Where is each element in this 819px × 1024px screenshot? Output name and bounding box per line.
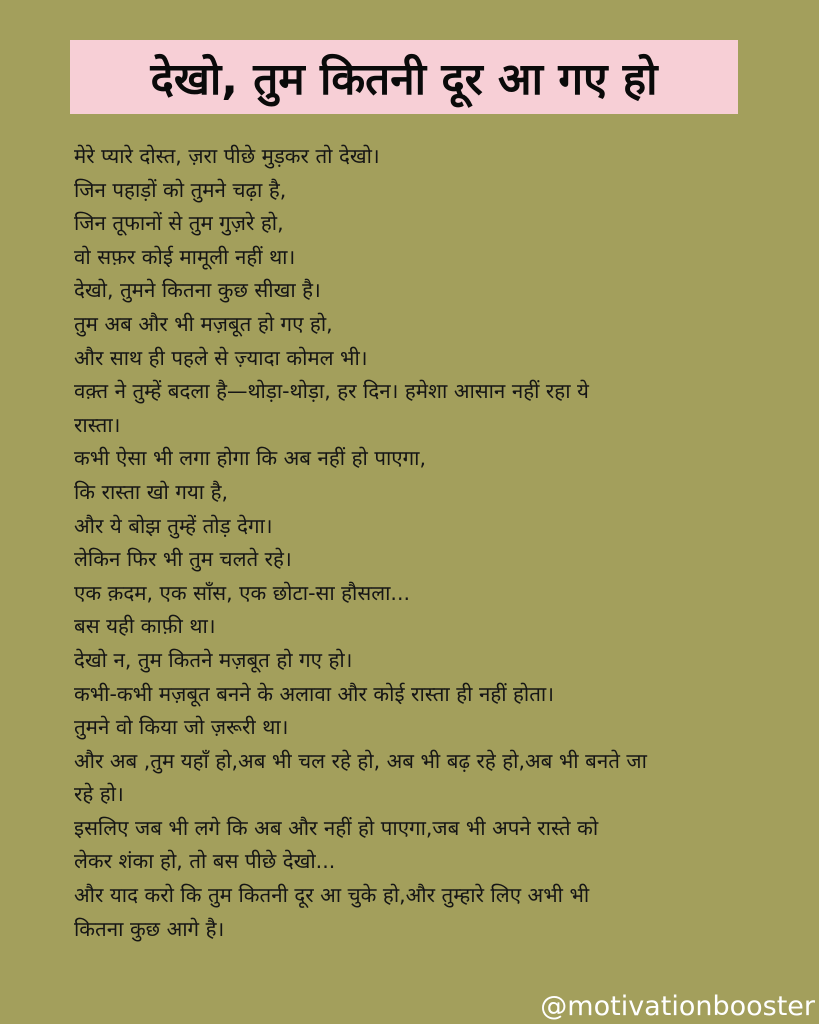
page-title: देखो, तुम कितनी दूर आ गए हो — [150, 54, 658, 105]
poem-line: देखो न, तुम कितने मज़बूत हो गए हो। — [74, 647, 353, 672]
watermark-handle: @motivationbooster — [540, 991, 815, 1022]
poem-line: वो सफ़र कोई मामूली नहीं था। — [74, 244, 296, 269]
poem-line: मेरे प्यारे दोस्त, ज़रा पीछे मुड़कर तो देखो। — [74, 144, 380, 168]
poem-line: जिन तूफानों से तुम गुज़रे हो, — [74, 211, 284, 236]
poem-line: रहे हो। — [74, 782, 124, 807]
poem-line: कि रास्ता खो गया है, — [74, 479, 229, 504]
poem-line: जिन पहाड़ों को तुमने चढ़ा है, — [74, 177, 287, 202]
poem-line: इसलिए जब भी लगे कि अब और नहीं हो पाएगा,जब भी अपने रास्ते को — [74, 815, 599, 840]
poem-line: कभी-कभी मज़बूत बनने के अलावा और कोई रास्ता ही नहीं होता। — [74, 681, 554, 706]
poem-line: तुमने वो किया जो ज़रूरी था। — [74, 715, 289, 740]
poem-line: और अब ,तुम यहाँ हो,अब भी चल रहे हो, अब भी बढ़ रहे हो,अब भी बनते जा — [74, 748, 647, 773]
poem-line: बस यही काफ़ी था। — [74, 614, 216, 639]
poem-line: लेकिन फिर भी तुम चलते रहे। — [74, 547, 292, 572]
poem-line: रास्ता। — [74, 412, 121, 437]
poem-line: कितना कुछ आगे है। — [74, 916, 225, 941]
poem-line: और याद करो कि तुम कितनी दूर आ चुके हो,और तुम्हारे लिए अभी भी — [74, 883, 590, 908]
poem-body — [74, 140, 774, 946]
poem-line: एक क़दम, एक साँस, एक छोटा-सा हौसला... — [74, 580, 410, 605]
poem-line: लेकर शंका हो, तो बस पीछे देखो... — [74, 849, 336, 874]
title-banner — [70, 40, 738, 114]
poem-line: और ये बोझ तुम्हें तोड़ देगा। — [74, 513, 273, 538]
poem-line: तुम अब और भी मज़बूत हो गए हो, — [74, 311, 333, 336]
poem-line: देखो, तुमने कितना कुछ सीखा है। — [74, 278, 321, 303]
poem-line: कभी ऐसा भी लगा होगा कि अब नहीं हो पाएगा, — [74, 446, 426, 471]
poem-line: वक़्त ने तुम्हें बदला है—थोड़ा-थोड़ा, हर दिन। हमेशा आसान नहीं रहा ये — [74, 379, 589, 404]
poem-line: और साथ ही पहले से ज़्यादा कोमल भी। — [74, 345, 368, 370]
